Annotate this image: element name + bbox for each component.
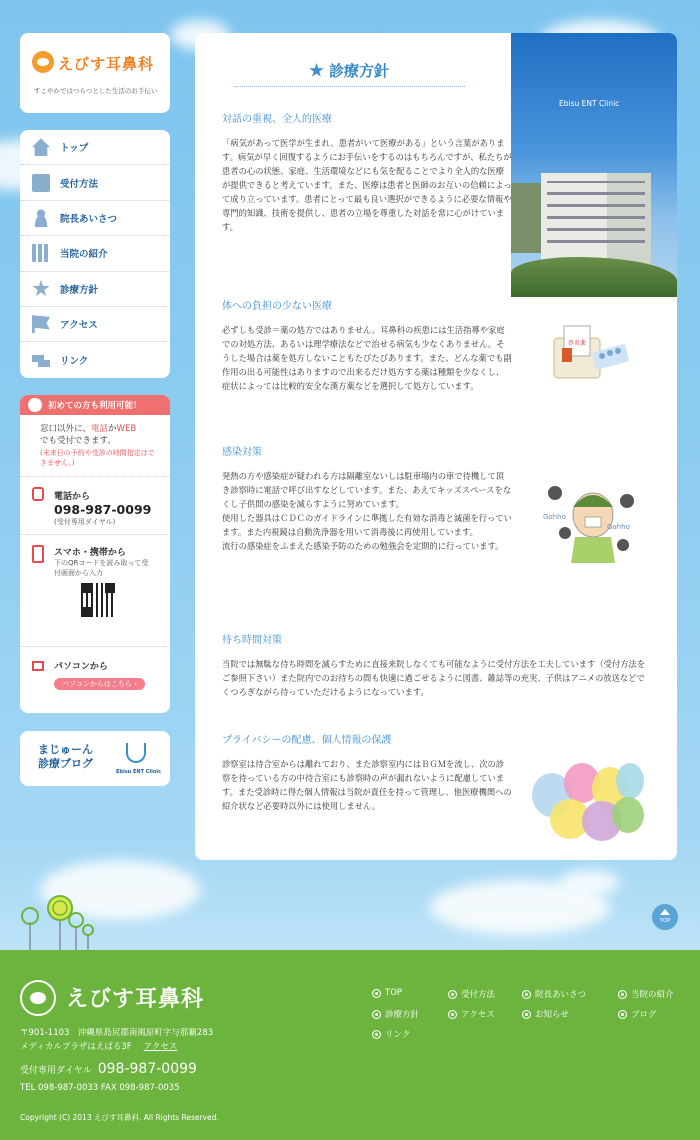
- section-body: 必ずしも受診＝薬の処方ではありません。耳鼻科の疾患には生活指導や家庭での対処方法、あるいは理学療法などで治せる病気も少なくありません。そうした場合は薬を処方しないこともたびたびあります。また、どんな薬でも副作用の出る可能性はありますので出来るだけ処方する薬は種類を少なくし、症状によっては比較的安全な漢方薬などを選択して処方しています。: [222, 325, 512, 391]
- section-waiting: [222, 631, 652, 699]
- nav-item-greeting[interactable]: [20, 201, 170, 236]
- stethoscope-icon: [126, 743, 146, 763]
- section-infection: [222, 443, 512, 553]
- reception-note: (未来日の予約や受診の時間指定はできません。): [40, 449, 155, 467]
- phone-title: 電話から: [54, 492, 91, 502]
- footer-nav-blog[interactable]: [618, 1008, 657, 1020]
- nav-label: 診療方針: [60, 284, 99, 296]
- footer-nav-reception[interactable]: [448, 988, 495, 1000]
- nav-label: リンク: [60, 356, 89, 368]
- footer-nav-about[interactable]: [618, 988, 674, 1000]
- pc-title: パソコンから: [54, 662, 108, 672]
- nav-item-links[interactable]: [20, 342, 170, 377]
- tel-number[interactable]: 098-987-0099: [97, 1061, 197, 1077]
- sidebar-nav: [20, 130, 170, 378]
- nav-item-access[interactable]: [20, 307, 170, 342]
- reception-header-text: 初めての方も利用可能！: [48, 401, 142, 411]
- pc-reception-button[interactable]: パソコンからはこちら ›: [54, 678, 145, 690]
- photo-caption: Ebisu ENT Clinic: [559, 99, 620, 108]
- footer-nav-label: お知らせ: [535, 1010, 569, 1020]
- address-line2: メディカルプラザはえばる3F: [20, 1042, 132, 1052]
- tagline: すこやかではつらつとした生活のお手伝い: [34, 87, 158, 95]
- nav-item-reception[interactable]: [20, 165, 170, 200]
- section-heading: プライバシーの配慮、個人情報の保護: [222, 735, 392, 746]
- footer-nav-label: 診療方針: [385, 1010, 420, 1020]
- section-body: 「病気があって医学が生まれ、患者がいて医療がある」という言葉があります。病気が早く回復するようにお手伝いをするのはもちろんですが、私たちが患者の心の状態、家庭、生活環境などにも気を配ることでより全人的な医療が提供できると考えています。また、医療は患者と医師のお互いの信頼によって成り立っています。患者にとって最も良い選択ができるように必要な情報や専門的知識、技術を提供し、患者の立場を尊重した対話を常に心がけています。: [222, 138, 512, 232]
- mobile-title: スマホ・携帯から: [54, 548, 126, 558]
- building-icon: [32, 244, 50, 262]
- person-icon: [32, 209, 50, 227]
- nav-label: トップ: [60, 143, 89, 155]
- home-icon: [32, 138, 50, 156]
- section-body: 発熱の方や感染症が疑われる方は隔離室ないしは駐車場内の車で待機して頂き診察時に電話で呼び出すなどしています。また、あえてキッズスペースをなくし子供間の感染を減らすように努めています。 使用した器具はＣＤＣのガイドラインに準拠した有効な消毒と滅菌を行っています。また内視鏡は自動洗浄器を用いて消毒後に再使用しています。 流行の感染症をふまえた感染予防のための勉強会を定期的に行っています。: [222, 471, 512, 551]
- smartphone-icon: [32, 545, 44, 563]
- nav-item-top[interactable]: [20, 130, 170, 165]
- star-icon: [32, 280, 50, 298]
- intro-phone: 電話: [91, 424, 109, 434]
- phone-section: [20, 476, 170, 534]
- footer-nav-label: 当院の紹介: [631, 990, 674, 1000]
- nav-label: 受付方法: [60, 178, 99, 190]
- footer-nav-links[interactable]: [372, 1028, 410, 1040]
- cough-text: Gohho: [543, 513, 566, 521]
- section-body: 当院では無駄な待ち時間を減らすために直接来院しなくても可能なように受付方法を工夫しています（受付方法をご参照下さい）また院内でのお待ちの間も快適に過ごせるように図書、雑誌等の充実、子供はアニメの放送などでくつろぎながら待っていただけるようになっています。: [222, 659, 646, 697]
- clinic-photo: [511, 33, 677, 297]
- intro-pre: 窓口以外に、: [40, 424, 92, 434]
- star-icon: [309, 63, 324, 78]
- nav-label: 当院の紹介: [60, 249, 108, 261]
- section-privacy: [222, 731, 512, 813]
- section-heading: 対話の重視、全人的医療: [222, 114, 332, 125]
- tel-label: 受付専用ダイヤル: [20, 1066, 92, 1076]
- intro-web: WEB: [116, 424, 137, 434]
- medicine-label: 鼻炎薬: [567, 340, 587, 347]
- intro-post: でも受付できます。: [40, 436, 116, 446]
- reception-header: [20, 395, 170, 415]
- form-icon: [32, 174, 50, 192]
- clinic-mascot-icon: [32, 51, 54, 73]
- site-logo[interactable]: [20, 33, 170, 113]
- page-title-text: 診療方針: [329, 62, 390, 80]
- footer-nav-label: 院長あいさつ: [535, 990, 587, 1000]
- blog-line1: まじゅーん: [38, 743, 93, 756]
- footer-nav-label: アクセス: [461, 1010, 495, 1020]
- phone-icon: [32, 487, 44, 501]
- nav-label: 院長あいさつ: [60, 213, 118, 225]
- pc-icon: [32, 661, 44, 671]
- footer-nav-label: TOP: [385, 988, 403, 998]
- title-divider: [235, 86, 465, 87]
- footer-nav-label: リンク: [385, 1030, 411, 1040]
- footer-address: [20, 1026, 213, 1054]
- footer-nav-top[interactable]: [372, 988, 402, 998]
- footer-nav-label: ブログ: [631, 1010, 657, 1020]
- section-heading: 体への負担の少ない医療: [222, 301, 332, 312]
- footer-logo-icon: [20, 980, 56, 1016]
- footer: [0, 950, 700, 1140]
- section-body: 診察室は待合室からは離れており、また診察室内にはＢＧＭを流し、次の診察を待っている方の中待合室にも診察時の声が漏れないように配慮しています。また受診時に得た個人情報は当院が責任を持って管理し、他医療機関への紹介状など必要時以外には使用しません。: [222, 759, 512, 811]
- photo-trees: [511, 257, 677, 297]
- mobile-sub: 下のQRコードを読み取って受付画面から入力: [54, 559, 149, 577]
- phone-number[interactable]: 098-987-0099: [54, 502, 152, 517]
- back-to-top-button[interactable]: [652, 904, 678, 930]
- footer-nav-access[interactable]: [448, 1008, 495, 1020]
- reception-intro: [20, 415, 170, 447]
- privacy-faces-illustration: [530, 755, 650, 845]
- blog-banner[interactable]: [20, 731, 170, 786]
- photo-building-left: [511, 183, 541, 253]
- nav-item-policy[interactable]: [20, 272, 170, 307]
- qr-code[interactable]: [81, 583, 115, 617]
- cough-text: Gohho: [607, 523, 630, 531]
- logo-text: えびす耳鼻科: [58, 55, 155, 73]
- footer-nav-greeting[interactable]: [522, 988, 586, 1000]
- decorative-trees: [18, 894, 118, 952]
- reception-info-box: [20, 395, 170, 713]
- footer-nav-news[interactable]: [522, 1008, 569, 1020]
- sick-child-illustration: [535, 463, 645, 573]
- nav-label: アクセス: [60, 320, 98, 332]
- main-content: [195, 33, 677, 860]
- nav-item-about[interactable]: [20, 236, 170, 271]
- link-icon: [32, 351, 50, 369]
- intro-mid: か: [108, 424, 117, 434]
- flag-icon: [32, 315, 50, 333]
- section-dialogue: [222, 110, 512, 234]
- footer-tel-fax: TEL 098-987-0033 FAX 098-987-0035: [20, 1083, 180, 1093]
- phone-sub: (受付専用ダイヤル): [54, 518, 116, 526]
- top-label: TOP: [659, 918, 671, 924]
- footer-logo-text[interactable]: えびす耳鼻科: [66, 987, 205, 1012]
- medicine-illustration: [550, 318, 640, 388]
- blog-clinic-en: Ebisu ENT Clinic: [116, 769, 162, 775]
- pc-section: [20, 646, 170, 713]
- footer-access-link[interactable]: アクセス: [143, 1042, 178, 1052]
- footer-nav-label: 受付方法: [461, 990, 496, 1000]
- blog-line2: 診療ブログ: [38, 757, 93, 770]
- page-title: [309, 60, 389, 81]
- blog-title: [38, 743, 93, 771]
- section-heading: 待ち時間対策: [222, 635, 282, 646]
- footer-tel: [20, 1061, 197, 1077]
- address-line1: 〒901-1103 沖縄県島尻郡南風原町字与那覇283: [20, 1028, 214, 1038]
- mobile-section: [20, 534, 170, 646]
- section-low-burden: [222, 297, 512, 393]
- copyright: Copyright (C) 2013 えびす耳鼻科. All Rights Reserved.: [20, 1113, 219, 1122]
- section-heading: 感染対策: [222, 447, 262, 458]
- footer-nav-policy[interactable]: [372, 1008, 419, 1020]
